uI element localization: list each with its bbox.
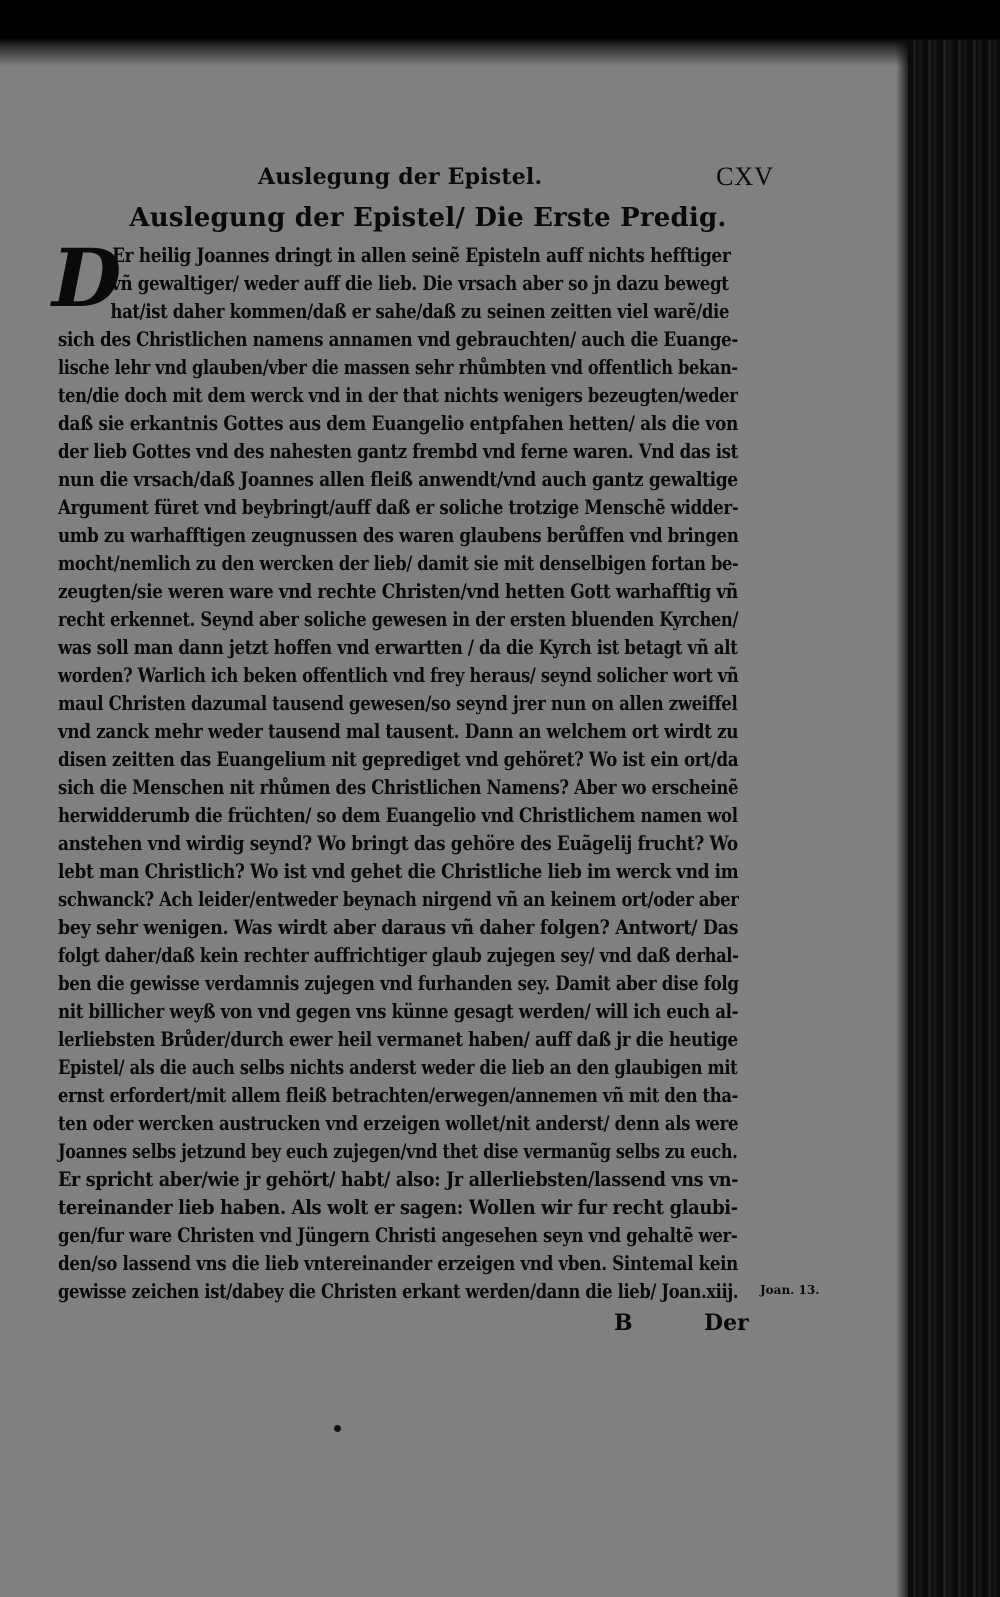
running-title: Auslegung der Epistel. — [258, 164, 543, 190]
text-line: lebt man Christlich? Wo ist vnd gehet die Christliche lieb im werck vnd im — [58, 860, 739, 883]
text-line: vñ gewaltiger/ weder auff die lieb. Die vrsach aber so jn dazu bewegt — [111, 272, 729, 295]
page-footer — [58, 1310, 758, 1342]
text-line: herwidderumb die früchten/ so dem Euangelio vnd Christlichem namen wol — [58, 804, 738, 827]
text-line: nun die vrsach/daß Joannes allen fleiß anwendt/vnd auch gantz gewaltige — [58, 468, 738, 491]
text-line: maul Christen dazumal tausend gewesen/so seynd jrer nun on allen zweiffel — [58, 692, 738, 715]
text-line: mocht/nemlich zu den wercken der lieb/ damit sie mit denselbigen fortan be- — [58, 552, 739, 575]
text-line: folgt daher/daß kein rechter auffrichtiger glaub zujegen sey/ vnd daß derhal- — [58, 944, 739, 967]
text-line: ernst erfordert/mit allem fleiß betrachten/erwegen/annemen vñ mit den tha- — [58, 1084, 739, 1107]
text-line: anstehen vnd wirdig seynd? Wo bringt das gehöre des Euãgelij frucht? Wo — [58, 832, 738, 855]
book-top-edge — [0, 0, 1000, 66]
text-line: umb zu warhafftigen zeugnussen des waren glaubens berůffen vnd bringen — [58, 524, 739, 547]
text-line: lerliebsten Brůder/durch ewer heil vermanet haben/ auff daß jr die heutige — [58, 1028, 738, 1051]
ink-speck — [334, 1425, 341, 1432]
book-page — [52, 160, 774, 1342]
text-line: Argument füret vnd beybringt/auff daß er soliche trotzige Menschẽ widder- — [58, 496, 739, 519]
text-line: Er spricht aber/wie jr gehört/ habt/ also: Jr allerliebsten/lassend vns vn- — [58, 1168, 739, 1191]
text-line: den/so lassend vns die lieb vntereinander erzeigen vnd vben. Sintemal kein — [58, 1252, 738, 1275]
text-line: gewisse zeichen ist/dabey die Christen erkant werden/dann die lieb/ Joan.xiij. — [58, 1280, 739, 1303]
running-head — [58, 160, 774, 196]
text-line: vnd zanck mehr weder tausend mal tausent. Dann an welchem ort wirdt zu — [58, 720, 739, 743]
text-line: der lieb Gottes vnd des nahesten gantz frembd vnd ferne waren. Vnd das ist — [58, 440, 738, 463]
folio-number: CXV — [716, 162, 774, 191]
text-line: worden? Warlich ich beken offentlich vnd frey heraus/ seynd solicher wort vñ — [58, 664, 739, 687]
text-line: ben die gewisse verdamnis zujegen vnd furhanden sey. Damit aber dise folg — [58, 972, 739, 995]
text-line: lische lehr vnd glauben/vber die massen sehr rhůmbten vnd offentlich bekan- — [58, 356, 738, 379]
catchword: Der — [704, 1310, 749, 1336]
text-line: gen/fur ware Christen vnd Jüngern Christi angesehen seyn vnd gehaltẽ wer- — [58, 1224, 738, 1247]
drop-cap: D — [52, 231, 121, 325]
text-line: sich die Menschen nit rhůmen des Christlichen Namens? Aber wo erscheinẽ — [58, 776, 739, 799]
text-line: sich des Christlichen namens annamen vnd gebrauchten/ auch die Euange- — [58, 328, 738, 351]
text-line: ten/die doch mit dem werck vnd in der that nichts wenigers bezeugten/weder — [58, 384, 738, 407]
sermon-title: Auslegung der Epistel/ Die Erste Predig. — [129, 203, 727, 233]
body-text — [52, 231, 758, 1306]
page-edge-shadow — [896, 40, 908, 1597]
text-line: Epistel/ als die auch selbs nichts anderst weder die lieb an den glaubigen mit — [58, 1056, 738, 1079]
signature-mark: B — [614, 1310, 633, 1336]
text-line: Er heilig Joannes dringt in allen seinẽ Episteln auff nichts hefftiger — [112, 244, 731, 267]
text-line: disen zeitten das Euangelium nit geprediget vnd gehöret? Wo ist ein ort/da — [58, 748, 739, 771]
text-line: recht erkennet. Seynd aber soliche gewesen in der ersten bluenden Kyrchen/ — [58, 608, 739, 631]
marginal-note: Joan. 13. — [760, 1283, 820, 1297]
text-line: schwanck? Ach leider/entweder beynach nirgend vñ an keinem ort/oder aber — [58, 888, 739, 911]
text-line: daß sie erkantnis Gottes aus dem Euangelio entpfahen hetten/ als die von — [58, 412, 738, 435]
book-page-edges — [908, 40, 1000, 1597]
text-line: hat/ist daher kommen/daß er sahe/daß zu seinen zeitten viel warẽ/die — [110, 300, 730, 323]
text-line: zeugten/sie weren ware vnd rechte Christen/vnd hetten Gott warhafftig vñ — [58, 580, 738, 603]
text-line: was soll man dann jetzt hoffen vnd erwartten / da die Kyrch ist betagt vñ alt — [58, 636, 738, 659]
text-line: nit billicher weyß von vnd gegen vns künne gesagt werden/ will ich euch al- — [58, 1000, 739, 1023]
text-line: bey sehr wenigen. Was wirdt aber daraus vñ daher folgen? Antwort/ Das — [58, 916, 739, 939]
text-line: Joannes selbs jetzund bey euch zujegen/vnd thet dise vermanũg selbs zu euch. — [58, 1140, 738, 1163]
text-line: tereinander lieb haben. Als wolt er sagen: Wollen wir fur recht glaubi- — [58, 1196, 738, 1219]
text-line: ten oder wercken austrucken vnd erzeigen wollet/nit anderst/ denn als were — [58, 1112, 739, 1135]
